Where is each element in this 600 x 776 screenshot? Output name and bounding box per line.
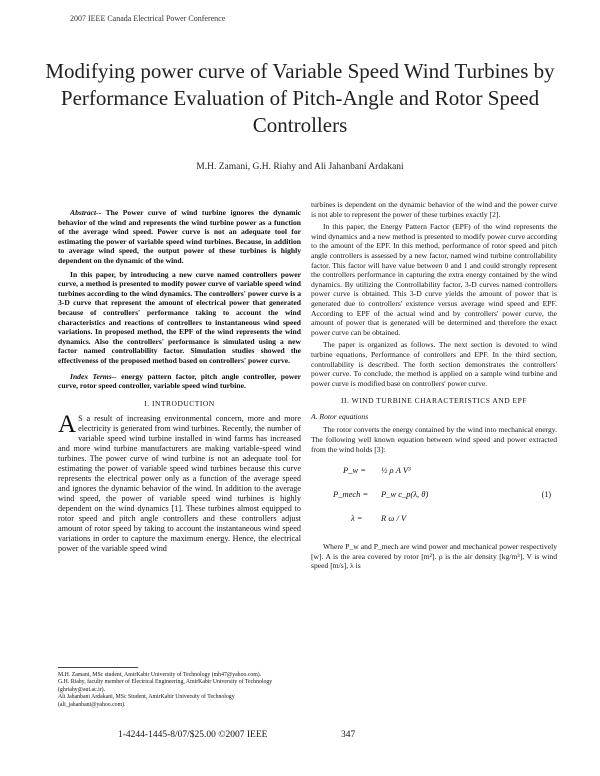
footnote-3: Ali Jahanbani Ardakani, MSc Student, AmirKabir University of Technology (ali_jahanbani@yahoo.com). [58, 694, 235, 708]
equation-2-rhs: P_w c_p(λ, θ) [381, 489, 429, 500]
equation-1-lhs: P_w = [343, 465, 366, 476]
left-column [58, 208, 301, 557]
page-number: 347 [341, 730, 356, 740]
equation-3-lhs: λ = [351, 513, 363, 524]
footnotes [58, 672, 301, 709]
paper-title: Modifying power curve of Variable Speed Wind Turbines by Performance Evaluation of Pitch-Angle and Rotor Speed Controllers [45, 59, 555, 137]
right-column [311, 200, 557, 574]
equation-3-rhs: R ω / V [381, 513, 407, 524]
right-paragraph-2: In this paper, the Energy Pattern Factor (EPF) of the wind represents the wind dynamics and a new method is presented to modify power curve according to the amount of the EPF. In this method, performance of rotor speed and pitch angle controllers is assessed by a new factor, named wind turbine controllability factor. This factor will have value between 0 and 1 and could strongly represent the controllers performance in capturing the extra energy contained by the wind dynamics. By utilizing the Controllability factor, 3-D curves named controllers power curve is obtained. This 3-D curve yields the amount of power that is generated due to controllers' existence versus average wind speed and EPF. According to EPF of the actual wind and by controllers' power curve, the amount of power that is generated will be determined and therefore the exact power curve can be obtained. [311, 222, 557, 337]
abstract-paragraph-2: In this paper, by introducing a new curve named controllers power curve, a method is presented to modify power curve of variable speed wind turbines according to the wind dynamics. The controllers' power curve is a 3-D curve that represent the amount of electrical power that generated because of controllers' performance taking to account the wind characteristics and reactions of controllers to instantaneous wind speed variations. In proposed method, the EPF of the wind represents the wind dynamics. Also the controllers' performance is simulated using a new factor named controllability factor. Simulation studies showed the effectiveness of the proposed method based on controllers' power curve. [58, 269, 301, 365]
right-paragraph-3: The paper is organized as follows. The next section is devoted to wind turbine equations, Performance of controllers and EPF. In the third section, controllability is described. The forth section demonstrates the controllers' power curve. To conclude, the method is applied on a sample wind turbine and power curve is modified base on controllers' power curve. [311, 340, 557, 388]
index-terms-label: Index Terms-- [70, 371, 117, 381]
equation-2-lhs: P_mech = [333, 489, 369, 500]
footnote-1: M.H. Zamani, MSc student, AmirKabir University of Technology (mh47@yahoo.com). [58, 672, 262, 678]
equation-number: (1) [541, 490, 551, 500]
author-list: M.H. Zamani, G.H. Riahy and Ali Jahanbani Ardakani [196, 162, 404, 172]
right-paragraph-4: The rotor converts the energy contained by the wind into mechanical energy. The following well known equation between wind speed and power extracted from the wind holds [3]: [311, 425, 557, 454]
abstract [58, 208, 301, 266]
section-1-heading: I. INTRODUCTION [144, 398, 215, 408]
equation-1-rhs: ½ ρ A V³ [381, 465, 411, 476]
index-terms-text: energy pattern factor, pitch angle controller, power curve, rotor speed controller, variable speed wind turbine. [58, 371, 301, 391]
equation-block [311, 460, 557, 536]
footnote-rule [58, 667, 138, 668]
drop-cap: A [58, 411, 77, 439]
index-terms [58, 372, 301, 391]
subsection-a-heading: A. Rotor equations [311, 411, 369, 421]
isbn-line: 1-4244-1445-8/07/$25.00 ©2007 IEEE [118, 730, 268, 740]
abstract-label: Abstract-- [70, 208, 102, 217]
right-paragraph-1: turbines is dependent on the dynamic behavior of the wind and the power curve is not able to represent the power of these turbines exactly [2]. [311, 200, 557, 219]
abstract-text: The Power curve of wind turbine ignores the dynamic behavior of the wind and represents the wind turbine power as a function of the average wind speed. Power curve is not an adequate tool for estimating the power of variable speed wind turbines. Because, in addition to average wind speed, the output power of these turbines is highly dependent on the dynamic of the wind. [58, 208, 301, 265]
right-paragraph-5: Where P_w and P_mech are wind power and mechanical power respectively [w]. A is the area covered by rotor [m²]. ρ is the air density [kg/m³], V is wind speed [m/s], λ is [311, 542, 557, 571]
section-2-heading: II. WIND TURBINE CHARACTERISTICS AND EPF [341, 396, 527, 406]
conference-header: 2007 IEEE Canada Electrical Power Conference [70, 14, 226, 23]
introduction-paragraph [58, 411, 301, 554]
footnote-2: G.H. Riahy, faculty member of Electrical Engineering, AmirKabir University of Technology (ghriahy@aut.ac.ir). [58, 679, 273, 693]
introduction-text: S a result of increasing environmental concern, more and more electricity is generated from wind turbines. Recently, the number of variable speed wind turbine installed in wind farms has increased and more wind turbine manufacturers are making variable-speed wind turbines. The power curve of wind turbine is not an adequate tool for estimating the power of variable speed wind turbines because this curve represents the electrical power only as a function of the average speed and ignores the dynamic behavior of the wind. In addition to the average wind speed, the power of variable speed wind turbines is highly dependent on the wind dynamics [1]. These turbines almost equipped to rotor speed and pitch angle controllers and these controllers adjust amount of rotor speed by taking to account the instantaneous wind speed variations in order to capture the maximum energy. Hence, the electrical power of the variable speed wind [58, 414, 301, 554]
